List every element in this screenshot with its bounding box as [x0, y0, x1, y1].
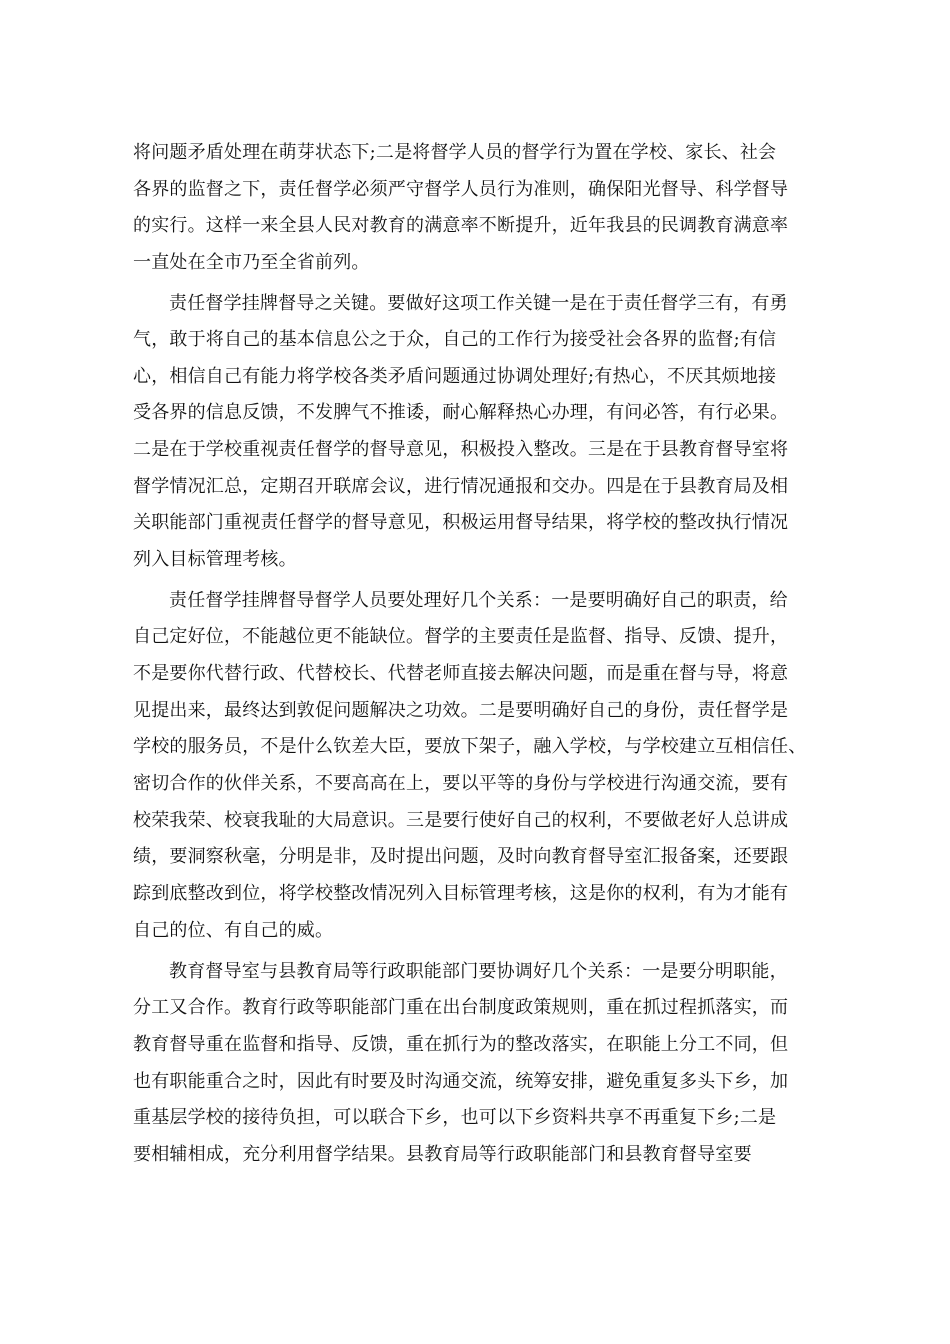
text-line: 不是要你代替行政、代替校长、代替老师直接去解决问题，而是重在督与导，将意 — [133, 663, 789, 684]
text-line: 教育督导重在监督和指导、反馈，重在抓行为的整改落实，在职能上分工不同，但 — [133, 1034, 789, 1055]
text-line: 将问题矛盾处理在萌芽状态下;二是将督学人员的督学行为置在学校、家长、社会 — [133, 142, 777, 163]
text-line: 自己定好位，不能越位更不能缺位。督学的主要责任是监督、指导、反馈、提升， — [133, 626, 789, 647]
text-line: 责任督学挂牌督导之关键。要做好这项工作关键一是在于责任督学三有，有勇 — [169, 293, 788, 314]
text-line: 一直处在全市乃至全省前列。 — [133, 252, 370, 273]
text-line: 受各界的信息反馈，不发脾气不推诿，耐心解释热心办理，有问必答，有行必果。 — [133, 402, 789, 423]
text-line: 各界的监督之下，责任督学必须严守督学人员行为准则，确保阳光督导、科学督导 — [133, 179, 789, 200]
text-line: 的实行。这样一来全县人民对教育的满意率不断提升，近年我县的民调教育满意率 — [133, 215, 789, 236]
text-line: 绩，要洞察秋毫，分明是非，及时提出问题，及时向教育督导室汇报备案，还要跟 — [133, 846, 789, 867]
text-line: 要相辅相成，充分利用督学结果。县教育局等行政职能部门和县教育督导室要 — [133, 1144, 752, 1165]
text-line: 踪到底整改到位，将学校整改情况列入目标管理考核，这是你的权利，有为才能有 — [133, 883, 789, 904]
text-line: 重基层学校的接待负担，可以联合下乡，也可以下乡资料共享不再重复下乡;二是 — [133, 1107, 777, 1128]
text-line: 气，敢于将自己的基本信息公之于众，自己的工作行为接受社会各界的监督;有信 — [133, 329, 777, 350]
text-line: 心，相信自己有能力将学校各类矛盾问题通过协调处理好;有热心，不厌其烦地接 — [133, 366, 777, 387]
text-line: 责任督学挂牌督导督学人员要处理好几个关系：一是要明确好自己的职责，给 — [169, 590, 788, 611]
text-line: 二是在于学校重视责任督学的督导意见，积极投入整改。三是在于县教育督导室将 — [133, 439, 789, 460]
text-line: 列入目标管理考核。 — [133, 549, 297, 570]
text-line: 校荣我荣、校衰我耻的大局意识。三是要行使好自己的权利，不要做老好人总讲成 — [133, 810, 789, 831]
text-line: 也有职能重合之时，因此有时要及时沟通交流，统筹安排，避免重复多头下乡，加 — [133, 1071, 789, 1092]
text-line: 分工又合作。教育行政等职能部门重在出台制度政策规则，重在抓过程抓落实，而 — [133, 997, 789, 1018]
text-line: 自己的位、有自己的威。 — [133, 920, 334, 941]
text-line: 关职能部门重视责任督学的督导意见，积极运用督导结果，将学校的整改执行情况 — [133, 512, 789, 533]
text-line: 密切合作的伙伴关系，不要高高在上，要以平等的身份与学校进行沟通交流，要有 — [133, 773, 789, 794]
text-line: 督学情况汇总，定期召开联席会议，进行情况通报和交办。四是在于县教育局及相 — [133, 476, 789, 497]
text-line: 教育督导室与县教育局等行政职能部门要协调好几个关系：一是要分明职能， — [169, 961, 788, 982]
text-line: 见提出来，最终达到敦促问题解决之功效。二是要明确好自己的身份，责任督学是 — [133, 700, 789, 721]
text-line: 学校的服务员，不是什么钦差大臣，要放下架子，融入学校，与学校建立互相信任、 — [133, 736, 807, 757]
